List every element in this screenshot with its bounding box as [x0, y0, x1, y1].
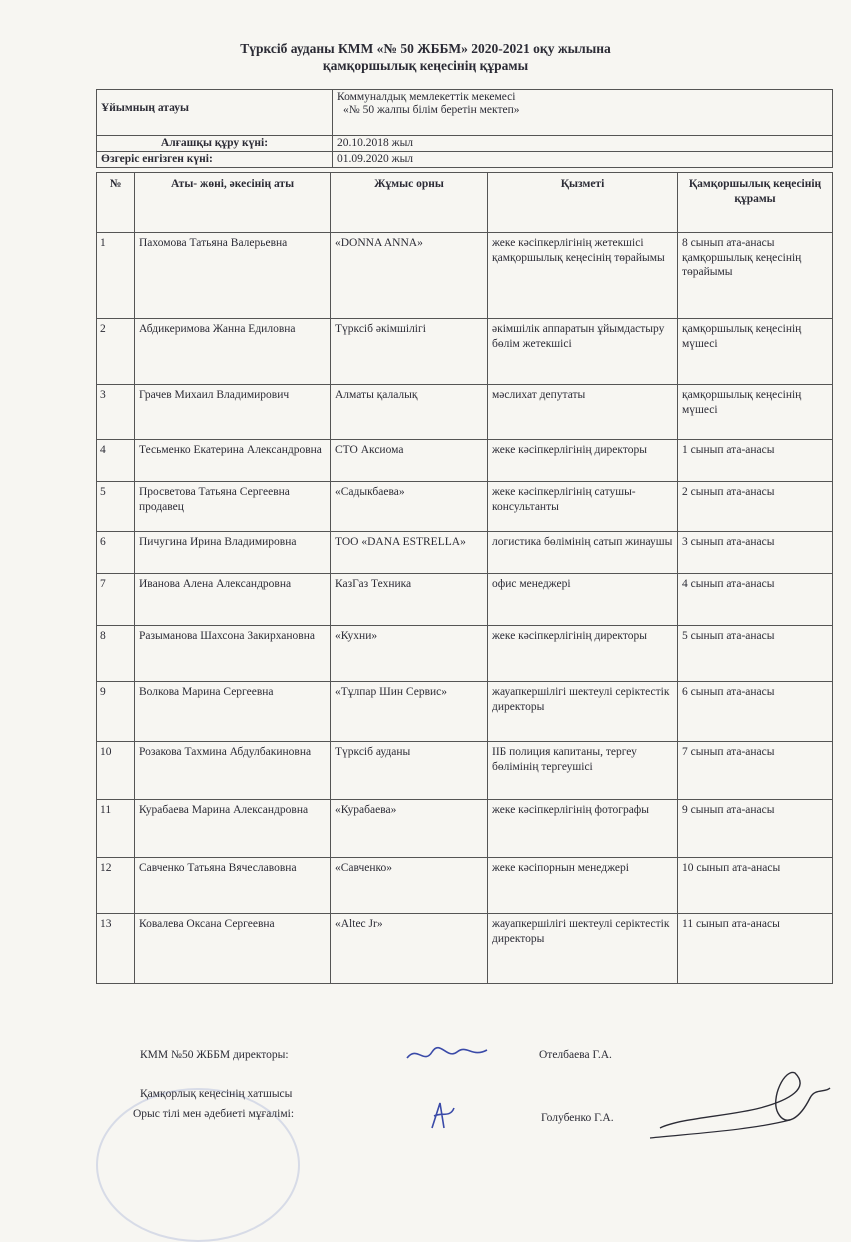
- secretary-signature: [640, 1058, 840, 1148]
- col-header-name: Аты- жөні, әкесінің аты: [135, 173, 331, 233]
- cell-position: жауапкершілігі шектеулі серіктестік директоры: [488, 682, 678, 742]
- col-header-work: Жұмыс орны: [331, 173, 488, 233]
- cell-position: логистика бөлімінің сатып жинаушы: [488, 532, 678, 574]
- members-table: [96, 172, 833, 984]
- cell-name: Абдикеримова Жанна Едиловна: [135, 319, 331, 385]
- cell-position: мәслихат депутаты: [488, 385, 678, 440]
- cell-position: жеке кәсіпкерлігінің директоры: [488, 626, 678, 682]
- cell-num: 1: [97, 233, 135, 319]
- cell-name: Курабаева Марина Александровна: [135, 800, 331, 858]
- cell-role: 2 сынып ата-анасы: [678, 482, 833, 532]
- secretary-label-line-2: Орыс тілі мен әдебиеті мұғалімі:: [133, 1108, 295, 1120]
- cell-role: 7 сынып ата-анасы: [678, 742, 833, 800]
- cell-name: Тесьменко Екатерина Александровна: [135, 440, 331, 482]
- cell-name: Разыманова Шахсона Закирхановна: [135, 626, 331, 682]
- cell-role: 9 сынып ата-анасы: [678, 800, 833, 858]
- cell-position: жеке кәсіпкерлігінің директоры: [488, 440, 678, 482]
- table-row: [97, 532, 833, 574]
- info-row-organization: [97, 90, 833, 136]
- secretary-name: Голубенко Г.А.: [541, 1112, 614, 1124]
- cell-name: Савченко Татьяна Вячеславовна: [135, 858, 331, 914]
- cell-num: 6: [97, 532, 135, 574]
- cell-num: 2: [97, 319, 135, 385]
- director-signature: [402, 1040, 492, 1070]
- info-value-line-2: «№ 50 жалпы білім беретін мектеп»: [343, 104, 520, 116]
- cell-position: офис менеджері: [488, 574, 678, 626]
- table-row: [97, 233, 833, 319]
- cell-name: Просветова Татьяна Сергеевна продавец: [135, 482, 331, 532]
- cell-work: «Altec Jr»: [331, 914, 488, 984]
- cell-num: 8: [97, 626, 135, 682]
- cell-work: «Кухни»: [331, 626, 488, 682]
- cell-work: «Савченко»: [331, 858, 488, 914]
- cell-name: Пахомова Татьяна Валерьевна: [135, 233, 331, 319]
- table-row: [97, 914, 833, 984]
- cell-num: 9: [97, 682, 135, 742]
- cell-role: 11 сынып ата-анасы: [678, 914, 833, 984]
- secretary-label-line-1: Қамқорлық кеңесінің хатшысы: [140, 1088, 293, 1100]
- cell-work: «Садыкбаева»: [331, 482, 488, 532]
- info-row-modified: [97, 152, 833, 168]
- cell-position: жеке кәсіпорнын менеджері: [488, 858, 678, 914]
- cell-name: Розакова Тахмина Абдулбакиновна: [135, 742, 331, 800]
- cell-position: жеке кәсіпкерлігінің жетекшісі қамқоршылық кеңесінің төрайымы: [488, 233, 678, 319]
- cell-work: «DONNA ANNA»: [331, 233, 488, 319]
- cell-num: 10: [97, 742, 135, 800]
- cell-role: 10 сынып ата-анасы: [678, 858, 833, 914]
- cell-name: Ковалева Оксана Сергеевна: [135, 914, 331, 984]
- info-value: 01.09.2020 жыл: [333, 152, 833, 168]
- director-name: Отелбаева Г.А.: [539, 1049, 612, 1061]
- cell-position: ІІБ полиция капитаны, тергеу бөлімінің тергеушісі: [488, 742, 678, 800]
- cell-role: 6 сынып ата-анасы: [678, 682, 833, 742]
- cell-work: Түрксіб әкімшілігі: [331, 319, 488, 385]
- cell-name: Волкова Марина Сергеевна: [135, 682, 331, 742]
- table-row: [97, 800, 833, 858]
- cell-num: 4: [97, 440, 135, 482]
- table-row: [97, 682, 833, 742]
- cell-work: «Тұлпар Шин Сервис»: [331, 682, 488, 742]
- cell-role: 5 сынып ата-анасы: [678, 626, 833, 682]
- table-row: [97, 385, 833, 440]
- cell-role: 4 сынып ата-анасы: [678, 574, 833, 626]
- cell-position: жауапкершілігі шектеулі серіктестік директоры: [488, 914, 678, 984]
- table-row: [97, 574, 833, 626]
- cell-role: 3 сынып ата-анасы: [678, 532, 833, 574]
- info-label: Алғашқы құру күні:: [97, 136, 333, 152]
- cell-work: ТОО «DANA ESTRELLA»: [331, 532, 488, 574]
- cell-num: 12: [97, 858, 135, 914]
- cell-num: 11: [97, 800, 135, 858]
- table-row: [97, 858, 833, 914]
- cell-work: Түрксіб ауданы: [331, 742, 488, 800]
- cell-name: Иванова Алена Александровна: [135, 574, 331, 626]
- table-row: [97, 319, 833, 385]
- col-header-role: Қамқоршылық кеңесінің құрамы: [678, 173, 833, 233]
- members-table-body: [97, 233, 833, 984]
- director-label: КММ №50 ЖББМ директоры:: [140, 1049, 289, 1061]
- cell-position: әкімшілік аппаратын ұйымдастыру бөлім жетекшісі: [488, 319, 678, 385]
- cell-num: 3: [97, 385, 135, 440]
- cell-position: жеке кәсіпкерлігінің сатушы- консультанты: [488, 482, 678, 532]
- info-value-line-1: Коммуналдық мемлекеттік мекемесі: [337, 91, 516, 103]
- info-label: Ұйымның атауы: [97, 90, 333, 136]
- info-value: [333, 90, 833, 136]
- cell-role: қамқоршылық кеңесінің мүшесі: [678, 319, 833, 385]
- cell-work: Алматы қалалық: [331, 385, 488, 440]
- title-line-1: Түрксіб ауданы КММ «№ 50 ЖББМ» 2020-2021 оқу жылына: [240, 41, 611, 56]
- cell-role: қамқоршылық кеңесінің мүшесі: [678, 385, 833, 440]
- col-header-position: Қызметі: [488, 173, 678, 233]
- cell-work: «Курабаева»: [331, 800, 488, 858]
- document-title: [0, 40, 851, 74]
- cell-num: 13: [97, 914, 135, 984]
- col-header-num: №: [97, 173, 135, 233]
- table-row: [97, 626, 833, 682]
- cell-work: КазГаз Техника: [331, 574, 488, 626]
- info-label: Өзгеріс енгізген күні:: [97, 152, 333, 168]
- organization-info-table: [96, 89, 833, 168]
- cell-num: 5: [97, 482, 135, 532]
- cell-role: 8 сынып ата-анасы қамқоршылық кеңесінің төрайымы: [678, 233, 833, 319]
- table-row: [97, 440, 833, 482]
- table-row: [97, 482, 833, 532]
- cell-name: Грачев Михаил Владимирович: [135, 385, 331, 440]
- header-row: [97, 173, 833, 233]
- info-row-created: [97, 136, 833, 152]
- cell-name: Пичугина Ирина Владимировна: [135, 532, 331, 574]
- cell-role: 1 сынып ата-анасы: [678, 440, 833, 482]
- info-value: 20.10.2018 жыл: [333, 136, 833, 152]
- cell-work: СТО Аксиома: [331, 440, 488, 482]
- table-row: [97, 742, 833, 800]
- cell-num: 7: [97, 574, 135, 626]
- secretary-initials-signature: [422, 1098, 462, 1138]
- cell-position: жеке кәсіпкерлігінің фотографы: [488, 800, 678, 858]
- title-line-2: қамқоршылық кеңесінің құрамы: [322, 58, 529, 73]
